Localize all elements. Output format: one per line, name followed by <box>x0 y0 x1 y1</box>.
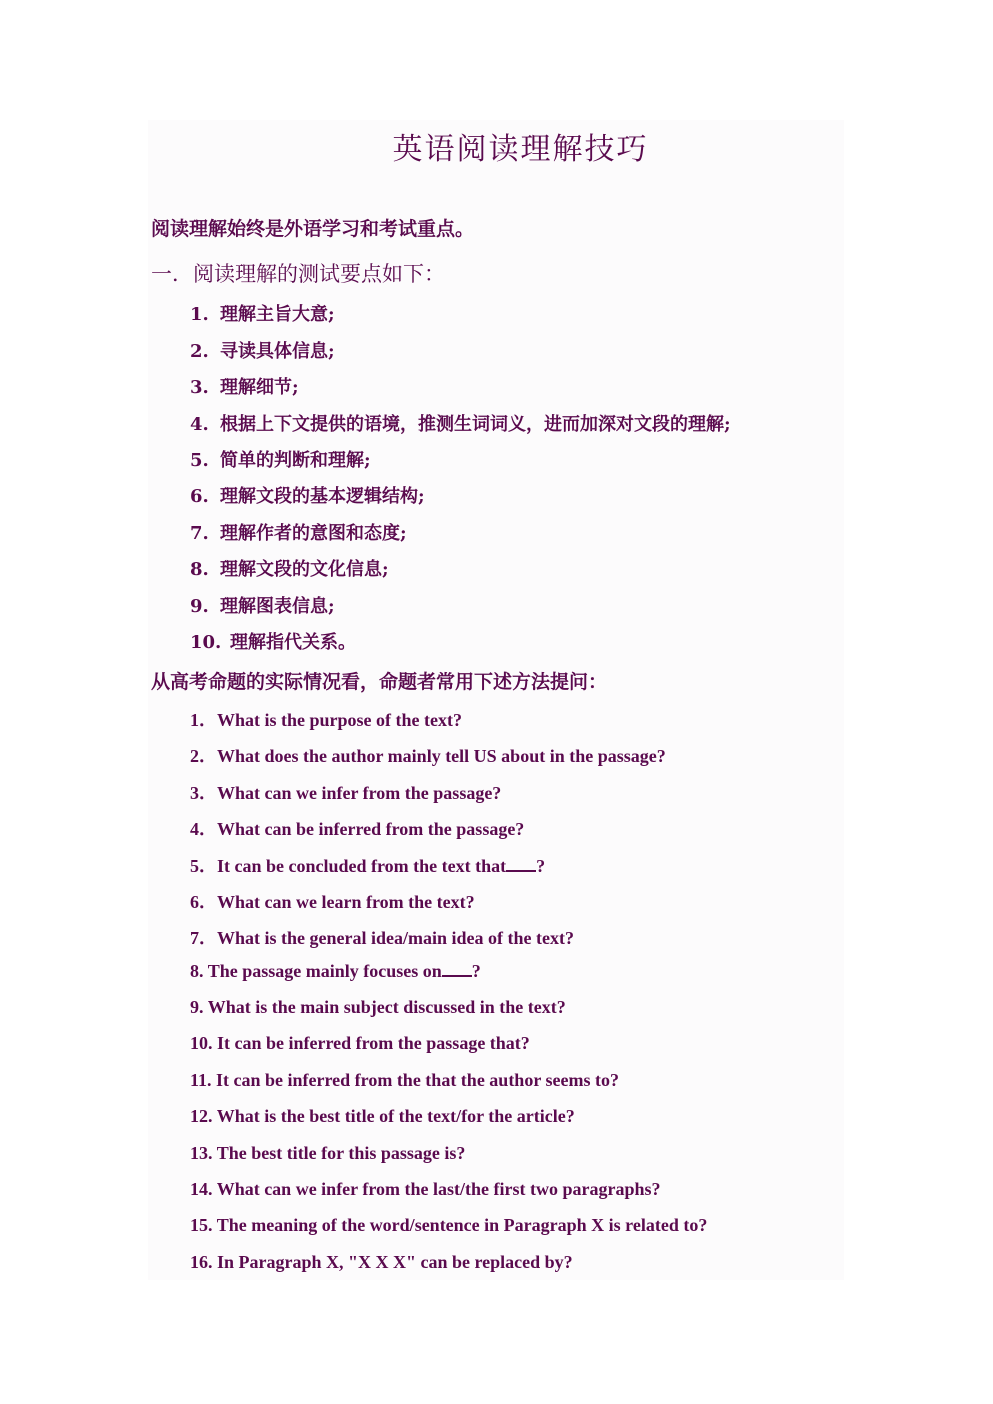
intro-text: 阅读理解始终是外语学习和考试重点。 <box>151 218 475 240</box>
list-item: 16. In Paragraph X, "X X X" can be replaced by? <box>190 1252 573 1272</box>
document-title: 英语阅读理解技巧 <box>392 132 649 167</box>
list-item: 3. 理解细节; <box>190 377 299 398</box>
list-item: 1. 理解主旨大意; <box>190 304 335 325</box>
list-item: 12. What is the best title of the text/for the article? <box>190 1106 575 1126</box>
list-item: 10. 理解指代关系。 <box>190 632 356 653</box>
list-item: 7. 理解作者的意图和态度; <box>190 523 407 544</box>
list-item: 4. 根据上下文提供的语境，推测生词词义，进而加深对文段的理解; <box>190 414 731 435</box>
section-heading: 一．阅读理解的测试要点如下： <box>151 262 445 286</box>
list-item: 8. The passage mainly focuses on ? <box>190 961 481 981</box>
list-item: 15. The meaning of the word/sentence in Paragraph X is related to? <box>190 1215 708 1235</box>
list-item: 8. 理解文段的文化信息; <box>190 559 389 580</box>
list-item: 1．What is the purpose of the text? <box>190 710 462 730</box>
list-item: 10. It can be inferred from the passage that? <box>190 1033 530 1053</box>
list-item: 14. What can we infer from the last/the first two paragraphs? <box>190 1179 661 1199</box>
list-item: 9. What is the main subject discussed in the text? <box>190 997 566 1017</box>
list-item: 4．What can be inferred from the passage? <box>190 819 525 839</box>
list-item: 2．What does the author mainly tell US about in the passage? <box>190 746 666 766</box>
answer-blank <box>442 961 472 977</box>
list-item: 5．It can be concluded from the text that ? <box>190 856 546 876</box>
answer-blank <box>506 856 536 872</box>
list-item: 3．What can we infer from the passage? <box>190 783 502 803</box>
list-item: 2. 寻读具体信息; <box>190 341 335 362</box>
list-item: 6. 理解文段的基本逻辑结构; <box>190 486 425 507</box>
list-item: 6．What can we learn from the text? <box>190 892 475 912</box>
list-item: 13. The best title for this passage is? <box>190 1143 466 1163</box>
methods-intro: 从高考命题的实际情况看，命题者常用下述方法提问： <box>151 671 608 693</box>
list-item: 11. It can be inferred from the that the author seems to? <box>190 1070 619 1090</box>
list-item: 5. 简单的判断和理解; <box>190 450 371 471</box>
list-item: 9. 理解图表信息; <box>190 596 335 617</box>
list-item: 7．What is the general idea/main idea of the text? <box>190 928 574 948</box>
